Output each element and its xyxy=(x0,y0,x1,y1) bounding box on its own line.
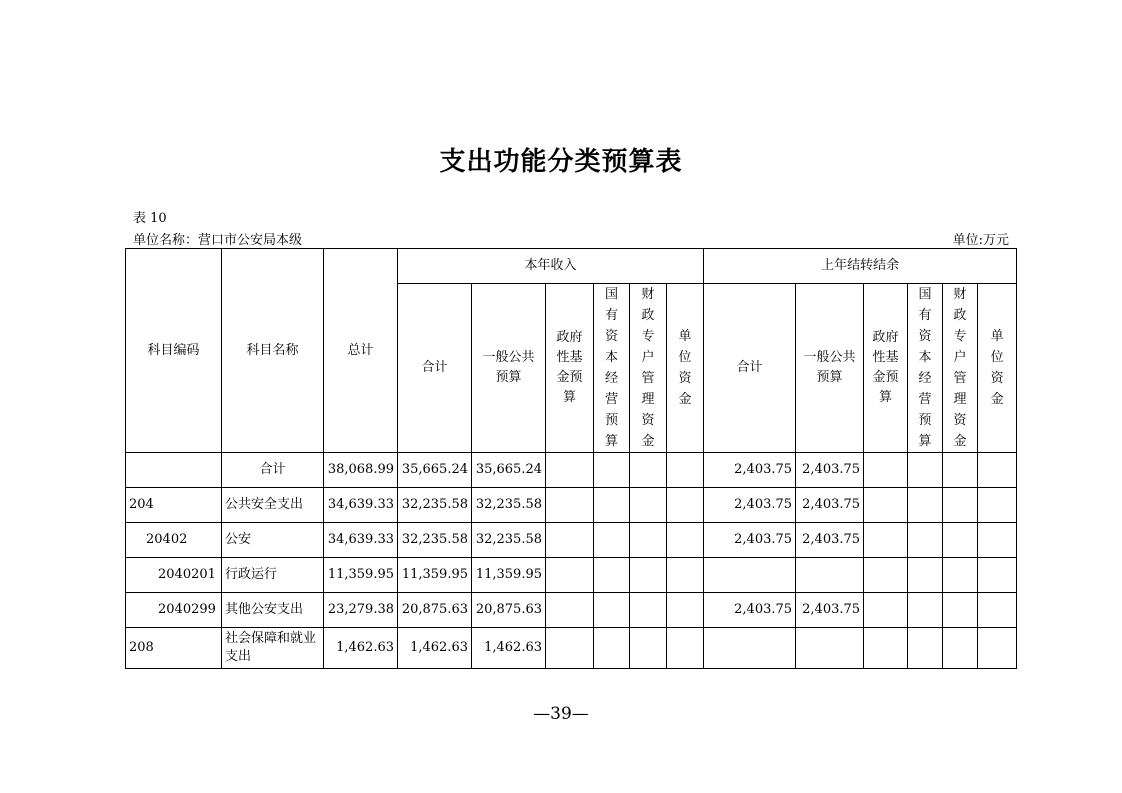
cell-cur-fiscal-special xyxy=(630,488,667,523)
header-total: 总计 xyxy=(324,249,398,453)
cell-cur-fiscal-special xyxy=(630,453,667,488)
cell-co-state-capital xyxy=(908,488,943,523)
header-current-income: 本年收入 xyxy=(398,249,704,284)
cell-name: 社会保障和就业支出 xyxy=(222,628,324,669)
cell-name: 合计 xyxy=(222,453,324,488)
cell-cur-fund xyxy=(546,558,594,593)
header-cur-fund-text: 政府性基金预算 xyxy=(556,330,583,405)
cell-name: 公安 xyxy=(222,523,324,558)
cell-cur-general: 20,875.63 xyxy=(472,593,546,628)
cell-co-subtotal: 2,403.75 xyxy=(704,488,796,523)
cell-cur-state-capital xyxy=(594,558,630,593)
cell-code: 2040201 xyxy=(126,558,222,593)
header-cur-state-capital xyxy=(594,284,630,453)
header-cur-subtotal xyxy=(398,284,472,453)
cell-cur-unit-funds xyxy=(667,488,704,523)
cell-co-general xyxy=(796,558,864,593)
header-cur-state-capital-text: 国有资本经营预算 xyxy=(604,287,618,449)
cell-co-state-capital xyxy=(908,593,943,628)
cell-cur-subtotal: 11,359.95 xyxy=(398,558,472,593)
cell-cur-state-capital xyxy=(594,488,630,523)
cell-cur-state-capital xyxy=(594,628,630,669)
cell-cur-general: 32,235.58 xyxy=(472,488,546,523)
header-cur-fund xyxy=(546,284,594,453)
cell-cur-fiscal-special xyxy=(630,628,667,669)
cell-co-unit-funds xyxy=(978,453,1017,488)
cell-name: 其他公安支出 xyxy=(222,593,324,628)
table-row xyxy=(126,453,1017,488)
header-co-fund xyxy=(864,284,908,453)
cell-co-fiscal-special xyxy=(943,523,978,558)
cell-cur-unit-funds xyxy=(667,593,704,628)
currency-unit-label: 单位:万元 xyxy=(952,233,1009,248)
header-co-general xyxy=(796,284,864,453)
cell-total: 34,639.33 xyxy=(324,523,398,558)
cell-cur-fund xyxy=(546,488,594,523)
unit-name-label: 单位名称：营口市公安局本级 xyxy=(133,233,303,248)
header-code: 科目编码 xyxy=(126,249,222,453)
table-row xyxy=(126,558,1017,593)
cell-co-general: 2,403.75 xyxy=(796,523,864,558)
cell-cur-unit-funds xyxy=(667,453,704,488)
cell-total: 1,462.63 xyxy=(324,628,398,669)
cell-co-fund xyxy=(864,523,908,558)
header-cur-general xyxy=(472,284,546,453)
cell-cur-unit-funds xyxy=(667,523,704,558)
cell-total: 38,068.99 xyxy=(324,453,398,488)
header-co-unit-funds-text: 单位资金 xyxy=(990,329,1004,407)
header-co-state-capital-text: 国有资本经营预算 xyxy=(918,287,932,449)
cell-cur-general: 35,665.24 xyxy=(472,453,546,488)
cell-co-unit-funds xyxy=(978,488,1017,523)
cell-cur-fiscal-special xyxy=(630,558,667,593)
cell-co-fund xyxy=(864,558,908,593)
header-cur-fiscal-special xyxy=(630,284,667,453)
cell-co-subtotal: 2,403.75 xyxy=(704,453,796,488)
cell-cur-fiscal-special xyxy=(630,593,667,628)
header-row-1 xyxy=(126,249,1017,284)
cell-cur-fund xyxy=(546,628,594,669)
cell-cur-general: 11,359.95 xyxy=(472,558,546,593)
cell-co-fund xyxy=(864,593,908,628)
cell-co-unit-funds xyxy=(978,628,1017,669)
table-row xyxy=(126,488,1017,523)
cell-co-general xyxy=(796,628,864,669)
cell-cur-fund xyxy=(546,523,594,558)
cell-co-state-capital xyxy=(908,628,943,669)
cell-co-fund xyxy=(864,488,908,523)
cell-cur-fund xyxy=(546,593,594,628)
cell-name: 行政运行 xyxy=(222,558,324,593)
header-cur-unit-funds-text: 单位资金 xyxy=(678,329,692,407)
header-cur-subtotal-text: 合计 xyxy=(421,360,448,375)
cell-cur-subtotal: 20,875.63 xyxy=(398,593,472,628)
budget-table xyxy=(125,248,1017,669)
cell-total: 11,359.95 xyxy=(324,558,398,593)
header-cur-general-text: 一般公共预算 xyxy=(482,350,535,385)
header-co-general-text: 一般公共预算 xyxy=(803,350,856,385)
cell-co-fiscal-special xyxy=(943,453,978,488)
cell-co-subtotal xyxy=(704,628,796,669)
cell-co-general: 2,403.75 xyxy=(796,488,864,523)
header-co-unit-funds xyxy=(978,284,1017,453)
cell-total: 34,639.33 xyxy=(324,488,398,523)
cell-co-fiscal-special xyxy=(943,558,978,593)
cell-co-fund xyxy=(864,453,908,488)
cell-total: 23,279.38 xyxy=(324,593,398,628)
cell-co-state-capital xyxy=(908,558,943,593)
header-co-state-capital xyxy=(908,284,943,453)
cell-cur-state-capital xyxy=(594,593,630,628)
cell-co-fiscal-special xyxy=(943,488,978,523)
cell-code: 20402 xyxy=(126,523,222,558)
page-number: —39— xyxy=(533,704,589,724)
cell-co-state-capital xyxy=(908,453,943,488)
table-row xyxy=(126,523,1017,558)
cell-co-unit-funds xyxy=(978,523,1017,558)
cell-cur-general: 1,462.63 xyxy=(472,628,546,669)
cell-code: 204 xyxy=(126,488,222,523)
cell-code: 208 xyxy=(126,628,222,669)
cell-cur-subtotal: 35,665.24 xyxy=(398,453,472,488)
cell-co-fiscal-special xyxy=(943,628,978,669)
cell-cur-unit-funds xyxy=(667,628,704,669)
cell-cur-fiscal-special xyxy=(630,523,667,558)
table-number: 表 10 xyxy=(133,211,167,226)
cell-co-fund xyxy=(864,628,908,669)
cell-co-unit-funds xyxy=(978,558,1017,593)
header-carryover: 上年结转结余 xyxy=(704,249,1017,284)
cell-co-general: 2,403.75 xyxy=(796,593,864,628)
cell-co-unit-funds xyxy=(978,593,1017,628)
table-row xyxy=(126,628,1017,669)
cell-name: 公共安全支出 xyxy=(222,488,324,523)
cell-cur-state-capital xyxy=(594,453,630,488)
header-co-subtotal-text: 合计 xyxy=(736,360,763,375)
cell-cur-fund xyxy=(546,453,594,488)
header-co-subtotal xyxy=(704,284,796,453)
cell-co-subtotal: 2,403.75 xyxy=(704,593,796,628)
header-cur-fiscal-special-text: 财政专户管理资金 xyxy=(641,287,655,449)
header-co-fund-text: 政府性基金预算 xyxy=(872,330,899,405)
header-co-fiscal-special-text: 财政专户管理资金 xyxy=(953,287,967,449)
document-title: 支出功能分类预算表 xyxy=(439,147,683,177)
cell-cur-subtotal: 32,235.58 xyxy=(398,488,472,523)
table-row xyxy=(126,593,1017,628)
header-name: 科目名称 xyxy=(222,249,324,453)
cell-code xyxy=(126,453,222,488)
cell-co-fiscal-special xyxy=(943,593,978,628)
cell-cur-subtotal: 1,462.63 xyxy=(398,628,472,669)
cell-code: 2040299 xyxy=(126,593,222,628)
header-co-fiscal-special xyxy=(943,284,978,453)
cell-co-subtotal: 2,403.75 xyxy=(704,523,796,558)
header-cur-unit-funds xyxy=(667,284,704,453)
cell-cur-subtotal: 32,235.58 xyxy=(398,523,472,558)
cell-co-general: 2,403.75 xyxy=(796,453,864,488)
cell-cur-general: 32,235.58 xyxy=(472,523,546,558)
cell-cur-state-capital xyxy=(594,523,630,558)
cell-co-state-capital xyxy=(908,523,943,558)
cell-co-subtotal xyxy=(704,558,796,593)
cell-cur-unit-funds xyxy=(667,558,704,593)
